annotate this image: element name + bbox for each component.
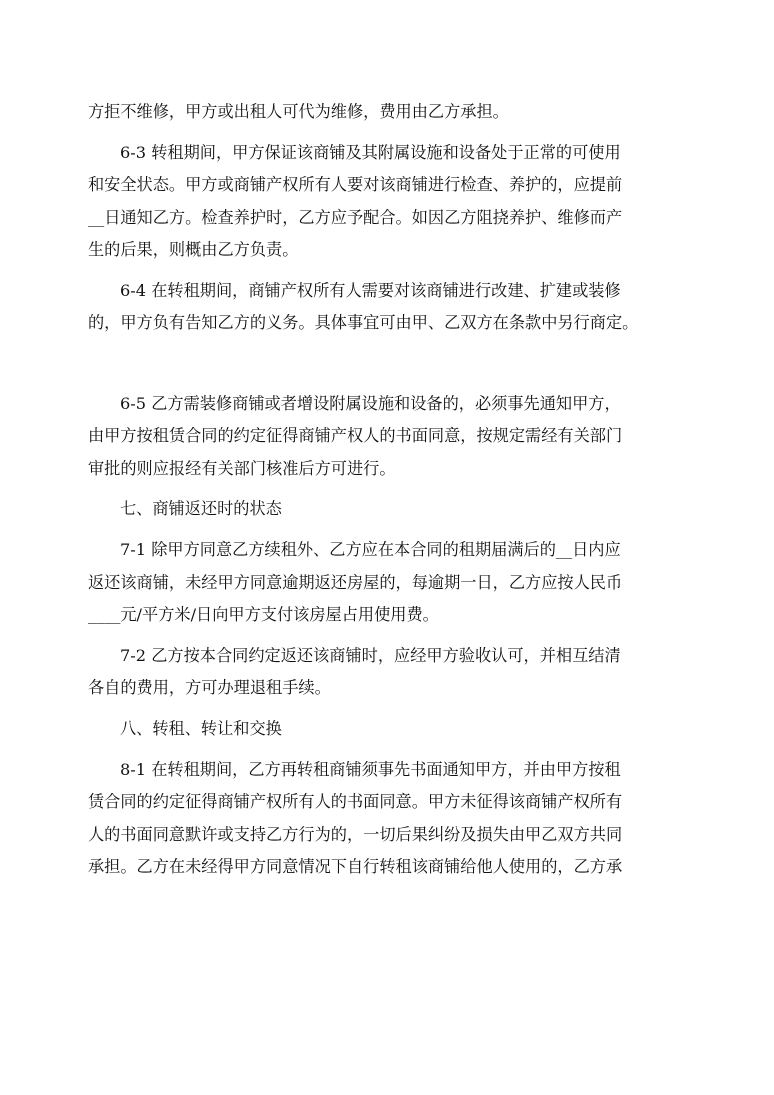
text-line: 的，甲方负有告知乙方的义务。具体事宜可由甲、乙双方在条款中另行商定。 — [88, 313, 639, 333]
text-line: 各自的费用，方可办理退租手续。 — [88, 678, 331, 698]
text-line: 由甲方按租赁合同的约定征得商铺产权人的书面同意，按规定需经有关部门 — [88, 426, 623, 446]
document-body — [88, 96, 688, 883]
text-line: 和安全状态。甲方或商铺产权所有人要对该商铺进行检查、养护的，应提前 — [88, 175, 623, 195]
text-line: 方拒不维修，甲方或出租人可代为维修，费用由乙方承担。 — [88, 102, 509, 121]
text-line: ____元/平方米/日向甲方支付该房屋占用使用费。 — [88, 605, 439, 625]
clause-7-2-line: 7-2 乙方按本合同约定返还该商铺时，应经甲方验收认可，并相互结清 — [120, 645, 621, 665]
clause-8-1-line: 8-1 在转租期间，乙方再转租商铺须事先书面通知甲方，并由甲方按租 — [120, 759, 621, 779]
text-line: 人的书面同意默许或支持乙方行为的，一切后果纠纷及损失由甲乙双方共同 — [88, 824, 623, 844]
clause-6-4-line: 6-4 在转租期间，商铺产权所有人需要对该商铺进行改建、扩建或装修 — [120, 280, 621, 300]
clause-6-5-line: 6-5 乙方需装修商铺或者增设附属设施和设备的，必须事先通知甲方， — [120, 393, 621, 413]
section-heading-7: 七、商铺返还时的状态 — [120, 499, 282, 519]
section-heading-8: 八、转租、转让和交换 — [120, 718, 282, 738]
text-line: 返还该商铺，未经甲方同意逾期返还房屋的，每逾期一日，乙方应按人民币 — [88, 572, 623, 592]
clause-6-3-line: 6-3 转租期间，甲方保证该商铺及其附属设施和设备处于正常的可使用 — [120, 142, 621, 162]
text-line: 生的后果，则概由乙方负责。 — [88, 239, 299, 259]
text-line: 承担。乙方在未经得甲方同意情况下自行转租该商铺给他人使用的，乙方承 — [88, 856, 623, 876]
text-line: __日通知乙方。检查养护时，乙方应予配合。如因乙方阻挠养护、维修而产 — [88, 207, 623, 227]
clause-7-1-line: 7-1 除甲方同意乙方续租外、乙方应在本合同的租期届满后的__日内应 — [120, 540, 621, 560]
text-line: 赁合同的约定征得商铺产权所有人的书面同意。甲方未征得该商铺产权所有 — [88, 792, 623, 812]
text-line: 审批的则应报经有关部门核准后方可进行。 — [88, 458, 396, 478]
